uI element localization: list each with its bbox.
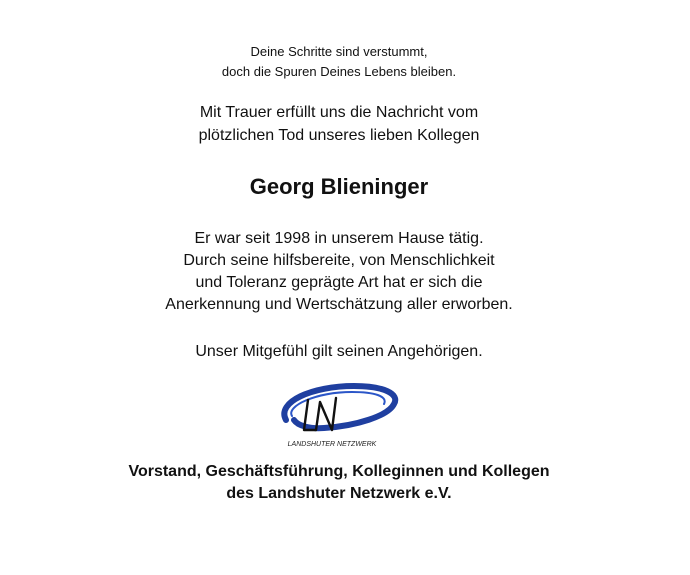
condolence-line: Unser Mitgefühl gilt seinen Angehörigen. — [195, 343, 483, 360]
deceased-name: Georg Blieninger — [249, 174, 429, 199]
landshuter-netzwerk-logo — [272, 380, 404, 452]
epigraph-line-1: Deine Schritte sind verstummt, — [250, 44, 428, 59]
epigraph-line-2: doch die Spuren Deines Lebens bleiben. — [221, 64, 457, 79]
tribute-line-2: Durch seine hilfsbereite, von Menschlichkeit — [183, 252, 495, 269]
tribute-line-1: Er war seit 1998 in unserem Hause tätig. — [194, 230, 484, 247]
logo-icon — [272, 380, 404, 452]
signature-line-1: Vorstand, Geschäftsführung, Kolleginnen und Kollegen — [128, 463, 550, 480]
intro-line-2: plötzlichen Tod unseres lieben Kollegen — [198, 127, 480, 144]
tribute-line-3: und Toleranz geprägte Art hat er sich die — [195, 274, 483, 291]
signature-line-2: des Landshuter Netzwerk e.V. — [226, 485, 452, 502]
intro-line-1: Mit Trauer erfüllt uns die Nachricht vom — [199, 104, 479, 121]
logo-text: LANDSHUTER NETZWERK — [287, 441, 377, 448]
tribute-line-4: Anerkennung und Wertschätzung aller erworben. — [165, 296, 513, 313]
